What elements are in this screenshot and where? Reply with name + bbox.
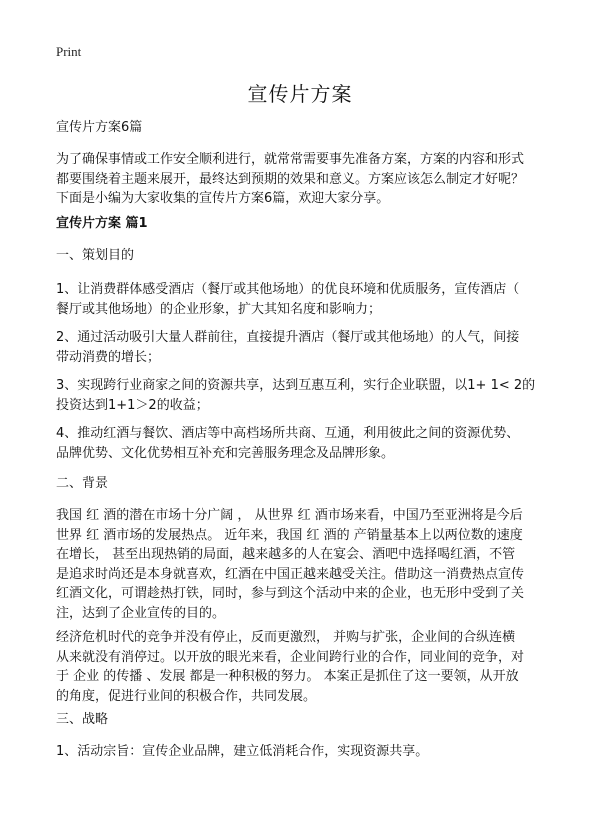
paragraph-line: 我国 红 酒的潜在市场十分广阔 ， 从世界 红 酒市场来看，中国乃至亚洲将是今后 [56, 508, 523, 523]
paragraph-7 [56, 742, 552, 762]
paragraph-6 [56, 628, 552, 706]
subtitle [56, 118, 552, 138]
paragraph-line: 4、推动红酒与餐饮、酒店等中高档场所共商、互通，利用彼此之间的资源优势、 [56, 426, 520, 441]
heading-background-text: 二、背景 [56, 476, 109, 491]
paragraph-line: 注，达到了企业宣传的目的。 [56, 605, 226, 621]
paragraph-line: 餐厅或其他场地）的企业形象，扩大其知名度和影响力； [56, 301, 382, 317]
heading-purpose-text: 一、策划目的 [56, 248, 135, 263]
paragraph-4 [56, 424, 552, 463]
paragraph-1 [56, 280, 552, 319]
heading-background [56, 474, 552, 494]
paragraph-line: 经济危机时代的竞争并没有停止，反而更激烈， 并购与扩张，企业间的合纵连横 [56, 630, 516, 645]
intro-line: 都要围绕着主题来展开，最终达到预期的效果和意义。方案应该怎么制定才好呢？ [56, 171, 525, 187]
intro-paragraph [56, 150, 552, 209]
paragraph-line: 1、活动宗旨：宣传企业品牌，建立低消耗合作，实现资源共享。 [56, 744, 429, 759]
paragraph-line: 红酒文化，可谓趁热打铁，同时，参与到这个活动中来的企业，也无形中受到了关 [56, 586, 525, 601]
heading-purpose [56, 246, 552, 266]
paragraph-line: 于 企业 的传播 、发展 都是一种积极的努力。 本案正是抓住了这一要领，从开放 [56, 669, 519, 684]
section-heading-text: 宣传片方案 篇1 [56, 216, 148, 231]
paragraph-3 [56, 376, 552, 415]
paragraph-line: 的角度，促进行业间的积极合作，共同发展。 [56, 688, 317, 704]
paragraph-5 [56, 506, 552, 623]
heading-strategy-text: 三、战略 [56, 712, 109, 727]
section-heading [56, 214, 552, 234]
paragraph-line: 是追求时尚还是本身就喜欢，红酒在中国正越来越受关注。借助这一消费热点宣传 [56, 566, 525, 582]
paragraph-line: 投资达到1+1＞2的收益； [56, 397, 209, 413]
subtitle-text: 宣传片方案6篇 [56, 120, 143, 135]
page-title: 宣传片方案 [247, 82, 353, 106]
paragraph-line: 从来就没有消停过。以开放的眼光来看，企业间跨行业的合作，同业间的竞争，对 [56, 649, 525, 665]
paragraph-line: 带动消费的增长； [56, 349, 161, 365]
intro-line: 为了确保事情或工作安全顺利进行，就常常需要事先准备方案，方案的内容和形式 [56, 152, 525, 167]
paragraph-line: 在增长， 甚至出现热销的局面，越来越多的人在宴会、酒吧中选择喝红酒，不管 [56, 547, 516, 562]
paragraph-line: 世界 红 酒市场的发展热点。 近年来，我国 红 酒的 产销量基本上以两位数的速度 [56, 527, 523, 543]
paragraph-line: 1、让消费群体感受酒店（餐厅或其他场地）的优良环境和优质服务，宣传酒店（ [56, 282, 520, 297]
paragraph-line: 品牌优势、文化优势相互补充和完善服务理念及品牌形象。 [56, 445, 395, 461]
intro-line: 下面是小编为大家收集的宣传片方案6篇，欢迎大家分享。 [56, 191, 390, 206]
print-link[interactable]: Print [56, 44, 82, 59]
paragraph-line: 3、实现跨行业商家之间的资源共享，达到互惠互利，实行企业联盟，以1+ 1< 2的 [56, 378, 536, 393]
heading-strategy [56, 710, 552, 730]
paragraph-2 [56, 328, 552, 367]
paragraph-line: 2、通过活动吸引大量人群前往，直接提升酒店（餐厅或其他场地）的人气，间接 [56, 330, 520, 345]
